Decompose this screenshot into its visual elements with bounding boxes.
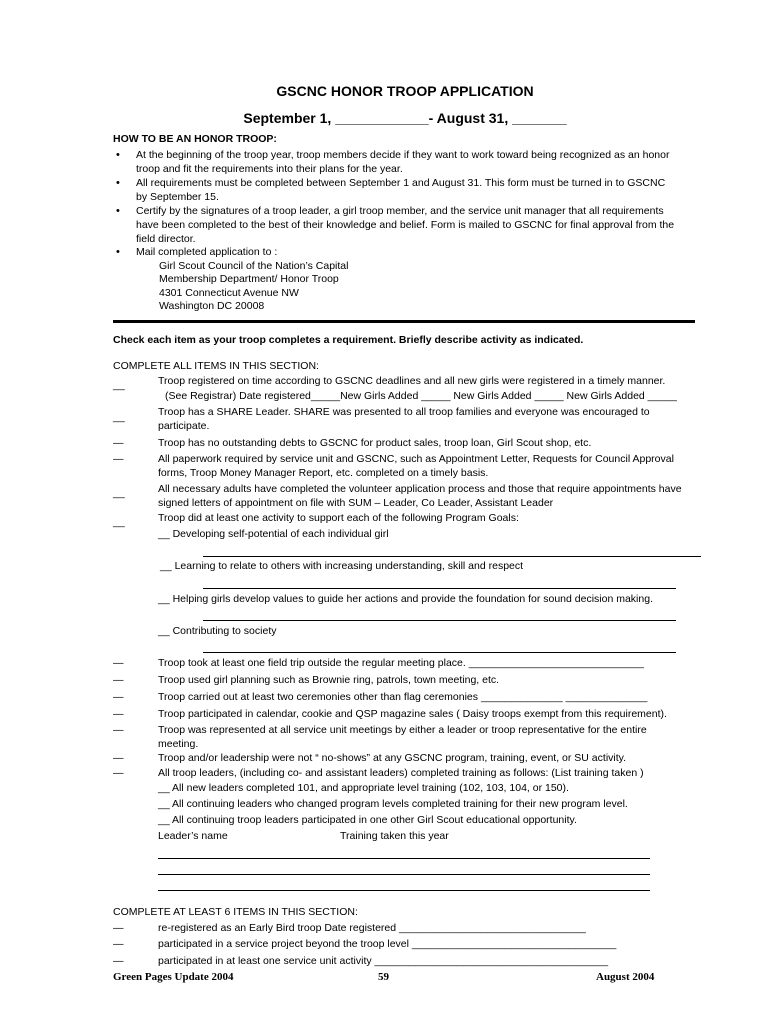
checkbox-blank[interactable]: __ xyxy=(113,516,125,528)
page-title: GSCNC HONOR TROOP APPLICATION xyxy=(276,83,534,99)
checkbox-dash[interactable]: — xyxy=(113,674,124,686)
training-item: __ All new leaders completed 101, and appropriate level training (102, 103, 104, or 150). xyxy=(158,782,569,794)
section1-heading: COMPLETE ALL ITEMS IN THIS SECTION: xyxy=(113,360,319,372)
checkbox-dash[interactable]: — xyxy=(113,955,124,967)
address-line: Girl Scout Council of the Nation’s Capital xyxy=(159,260,349,272)
checkbox-dash[interactable]: — xyxy=(113,767,124,779)
footer-right: August 2004 xyxy=(596,971,655,983)
program-goal: __ Developing self-potential of each individual girl xyxy=(158,528,389,540)
requirement-item: (See Registrar) Date registered_____New Girls Added _____ New Girls Added _____ New Girls Added _____ xyxy=(165,390,677,402)
address-line: Washington DC 20008 xyxy=(159,300,265,312)
requirement-item: Troop and/or leadership were not “ no-shows” at any GSCNC program, training, event, or SU activity. xyxy=(158,752,627,764)
checkbox-dash[interactable]: — xyxy=(113,724,124,736)
requirement-item: participate. xyxy=(158,420,210,432)
how-to-line: field director. xyxy=(136,233,196,245)
how-to-line: by September 15. xyxy=(136,191,219,203)
program-goal: __ Learning to relate to others with increasing understanding, skill and respect xyxy=(160,560,524,572)
address-line: 4301 Connecticut Avenue NW xyxy=(159,287,299,299)
date-range: September 1, ____________- August 31, _______ xyxy=(243,110,567,126)
checkbox-blank[interactable]: __ xyxy=(113,411,125,423)
footer-page-number: 59 xyxy=(378,971,389,983)
optional-item: re-registered as an Early Bird troop Date registered ________________________________ xyxy=(158,922,586,934)
training-item: __ All continuing troop leaders participated in one other Girl Scout educational opportunity. xyxy=(158,814,577,826)
requirement-item: Troop has a SHARE Leader. SHARE was presented to all troop families and everyone was encouraged to xyxy=(158,406,650,418)
checkbox-dash[interactable]: — xyxy=(113,938,124,950)
checkbox-dash[interactable]: — xyxy=(113,453,124,465)
answer-line[interactable] xyxy=(203,588,676,589)
checkbox-blank[interactable]: __ xyxy=(113,379,125,391)
checkbox-dash[interactable]: — xyxy=(113,691,124,703)
how-to-heading: HOW TO BE AN HONOR TROOP: xyxy=(113,133,277,145)
bullet-3: • xyxy=(116,205,120,217)
requirement-item: All paperwork required by service unit and GSCNC, such as Appointment Letter, Requests for Council Approval xyxy=(158,453,674,465)
how-to-line: At the beginning of the troop year, troop members decide if they want to work toward being recognized as an honor xyxy=(136,149,670,161)
requirement-item: signed letters of appointment on file with SUM – Leader, Co Leader, Assistant Leader xyxy=(158,497,554,509)
program-goal: __ Contributing to society xyxy=(158,625,277,637)
requirement-item: Troop carried out at least two ceremonies other than flag ceremonies ______________ ______________ xyxy=(158,691,648,703)
how-to-line: Mail completed application to : xyxy=(136,246,278,258)
requirement-item: All necessary adults have completed the volunteer application process and those that require appointments have xyxy=(158,483,682,495)
how-to-line: Certify by the signatures of a troop leader, a girl troop member, and the service unit manager that all requirements xyxy=(136,205,664,217)
bullet-1: • xyxy=(116,149,120,161)
requirement-item: All troop leaders, (including co- and assistant leaders) completed training as follows: (List training taken ) xyxy=(158,767,644,779)
program-goal: __ Helping girls develop values to guide her actions and provide the foundation for sound decision making. xyxy=(158,593,653,605)
requirement-item: Troop used girl planning such as Brownie ring, patrols, town meeting, etc. xyxy=(158,674,500,686)
checkbox-dash[interactable]: — xyxy=(113,437,124,449)
answer-line[interactable] xyxy=(158,890,650,891)
requirement-item: forms, Troop Money Manager Report, etc. completed on a timely basis. xyxy=(158,467,489,479)
requirement-item: Troop registered on time according to GSCNC deadlines and all new girls were registered in a timely manner. xyxy=(158,375,666,387)
address-line: Membership Department/ Honor Troop xyxy=(159,273,339,285)
footer-left: Green Pages Update 2004 xyxy=(113,971,234,983)
requirement-item: Troop participated in calendar, cookie and QSP magazine sales ( Daisy troops exempt from this requirement). xyxy=(158,708,667,720)
optional-item: participated in a service project beyond the troop level ___________________________________ xyxy=(158,938,617,950)
requirement-item: meeting. xyxy=(158,738,199,750)
how-to-line: troop and fit the requirements into their plans for the year. xyxy=(136,163,403,175)
bullet-2: • xyxy=(116,177,120,189)
answer-line[interactable] xyxy=(158,874,650,875)
answer-line[interactable] xyxy=(203,556,701,557)
checkbox-dash[interactable]: — xyxy=(113,922,124,934)
checkbox-dash[interactable]: — xyxy=(113,752,124,764)
leader-name-label: Leader’s name xyxy=(158,830,228,842)
requirement-item: Troop was represented at all service unit meetings by either a leader or troop representative for the entire xyxy=(158,724,647,736)
requirement-item: Troop took at least one field trip outside the regular meeting place. ______________________________ xyxy=(158,657,644,669)
checkbox-dash[interactable]: — xyxy=(113,657,124,669)
requirement-item: Troop has no outstanding debts to GSCNC for product sales, troop loan, Girl Scout shop, etc. xyxy=(158,437,592,449)
section-divider xyxy=(113,320,695,323)
training-taken-label: Training taken this year xyxy=(340,830,449,842)
how-to-line: All requirements must be completed between September 1 and August 31. This form must be turned in to GSCNC xyxy=(136,177,666,189)
instructions: Check each item as your troop completes a requirement. Briefly describe activity as indicated. xyxy=(113,334,584,346)
answer-line[interactable] xyxy=(158,858,650,859)
training-item: __ All continuing leaders who changed program levels completed training for their new program level. xyxy=(158,798,628,810)
optional-item: participated in at least one service unit activity ________________________________________ xyxy=(158,955,609,967)
requirement-item: Troop did at least one activity to support each of the following Program Goals: xyxy=(158,512,519,524)
checkbox-blank[interactable]: __ xyxy=(113,487,125,499)
checkbox-dash[interactable]: — xyxy=(113,708,124,720)
answer-line[interactable] xyxy=(203,620,676,621)
section2-heading: COMPLETE AT LEAST 6 ITEMS IN THIS SECTION: xyxy=(113,906,358,918)
bullet-4: • xyxy=(116,246,120,258)
how-to-line: have been completed to the best of their knowledge and belief. Form is mailed to GSCNC for final approval from the xyxy=(136,219,675,231)
answer-line[interactable] xyxy=(203,652,676,653)
